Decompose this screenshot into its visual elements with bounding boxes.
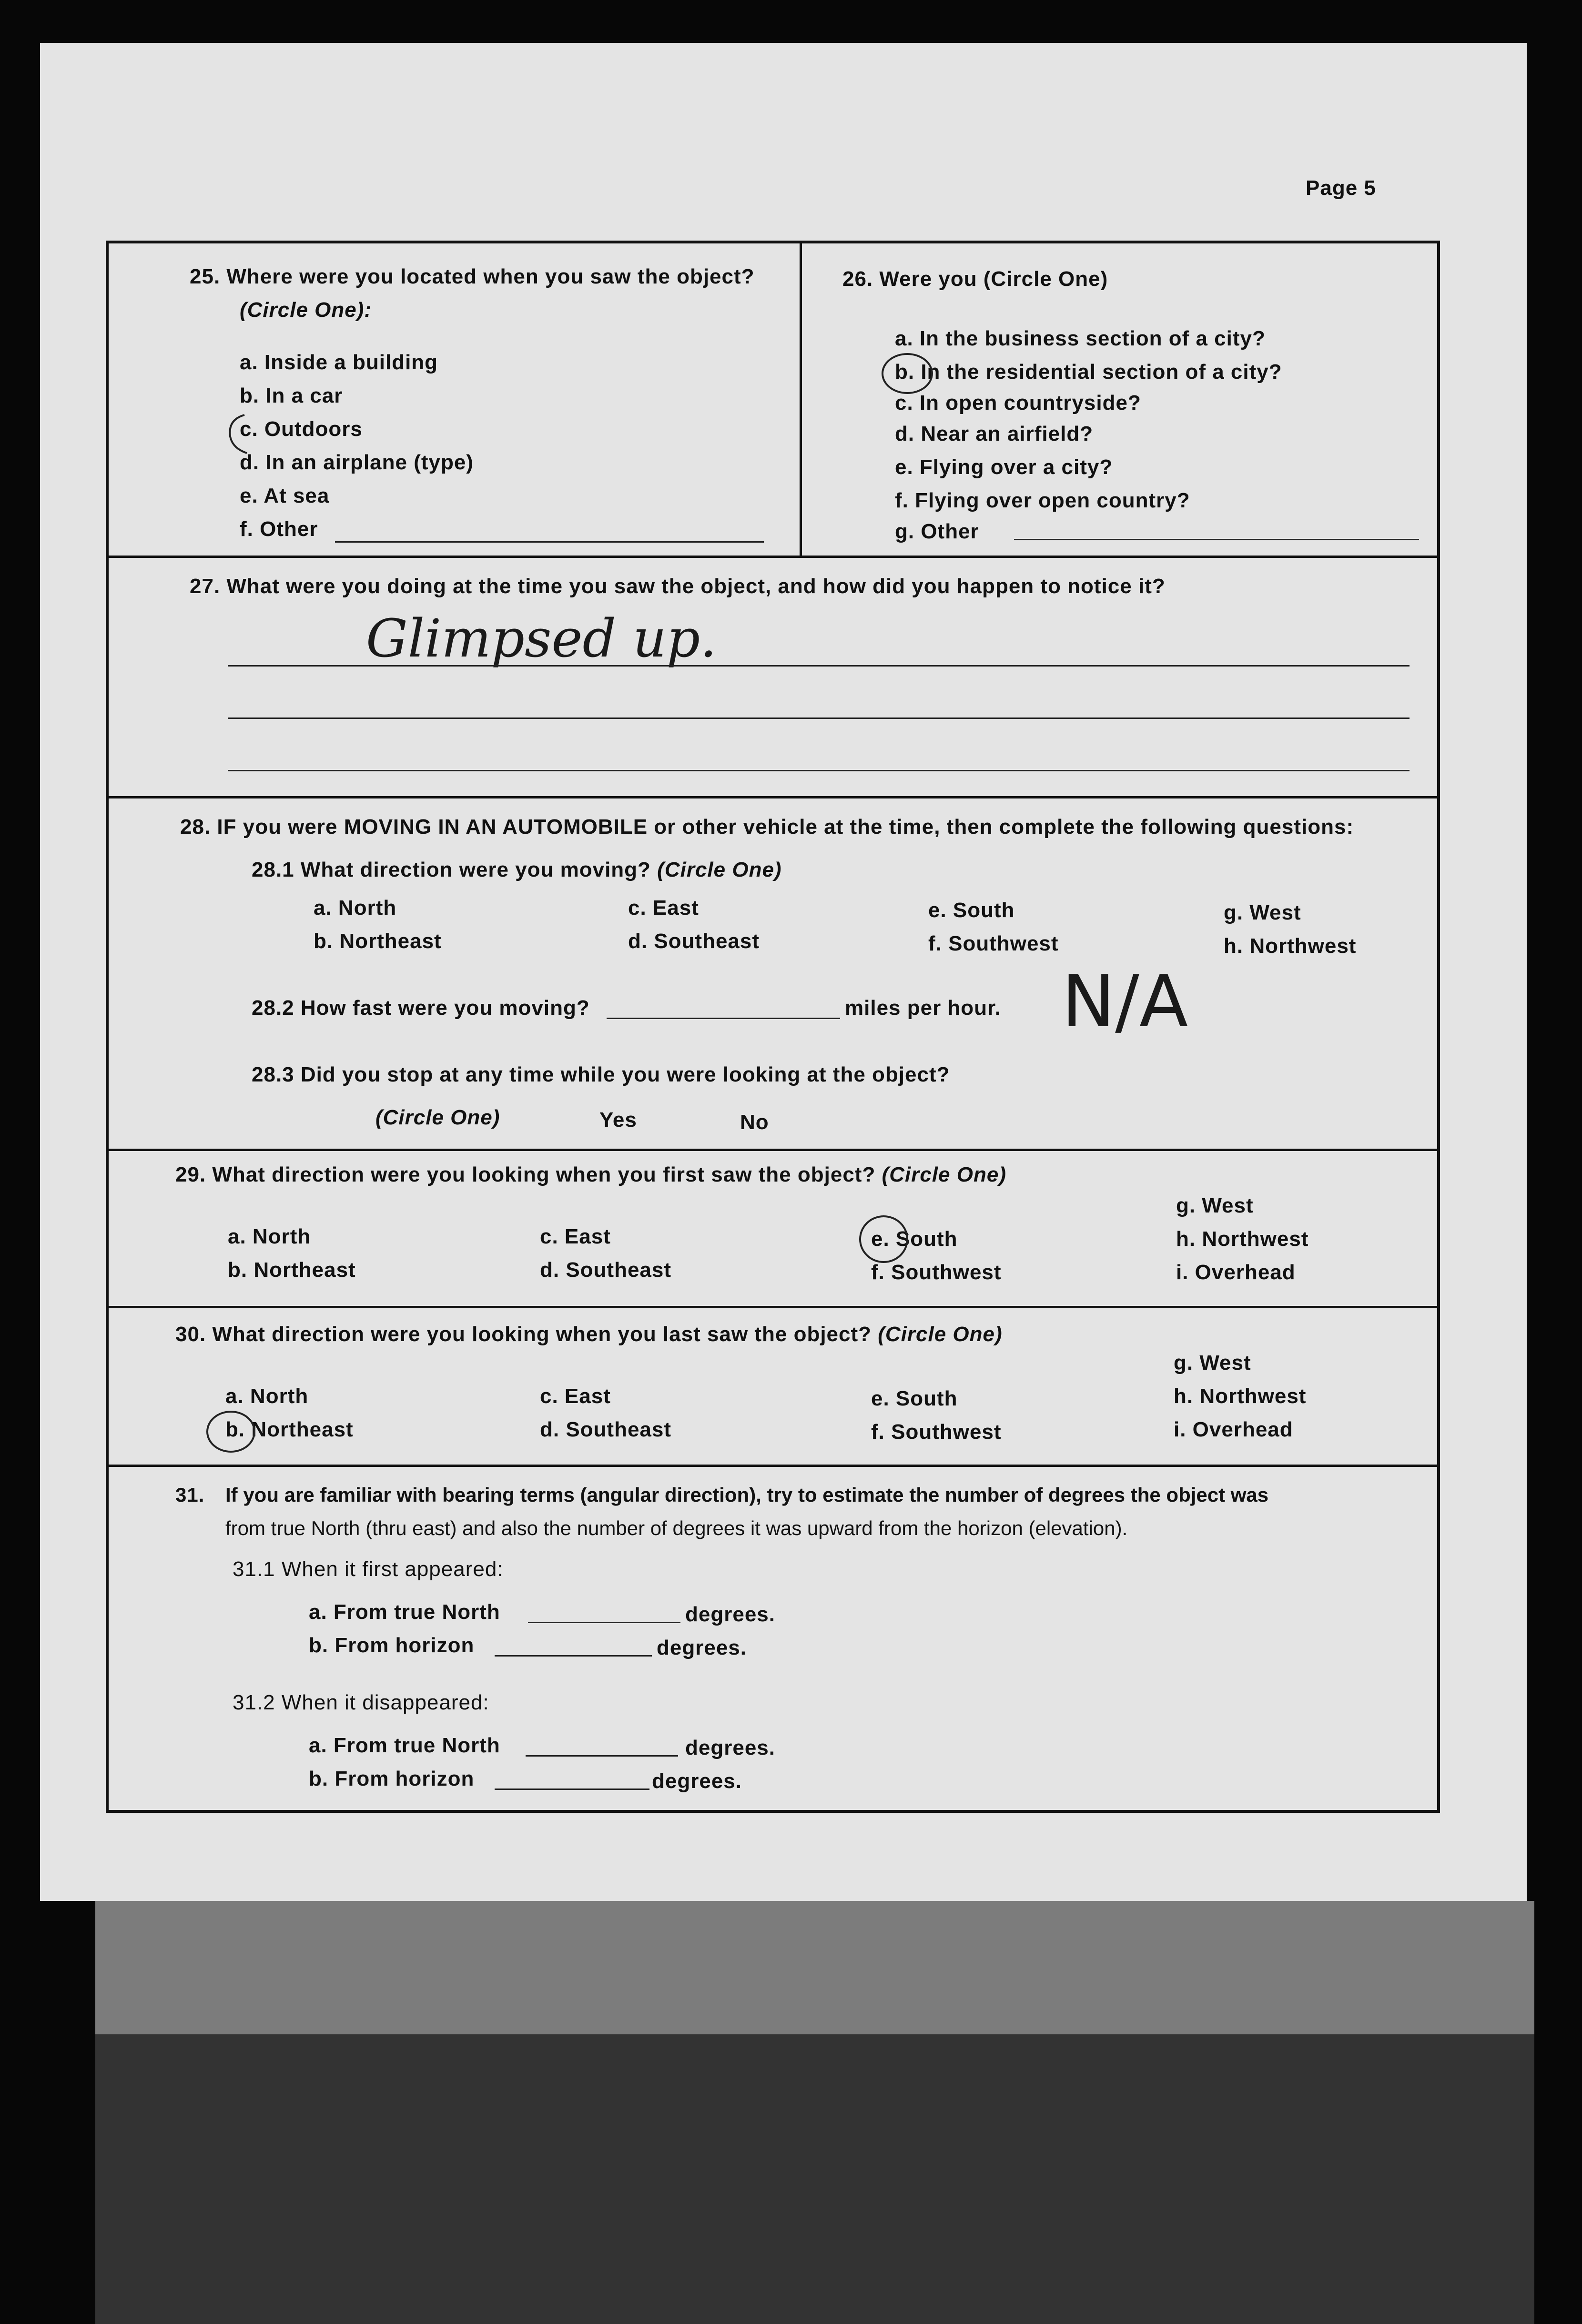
q31-line-2: from true North (thru east) and also the number of degrees it was upward from the horizon (elevation). [225, 1517, 1128, 1539]
q25-question: Where were you located when you saw the object? [226, 265, 755, 288]
q30-option-h[interactable]: h. Northwest [1174, 1384, 1307, 1408]
q25-option-b[interactable]: b. In a car [240, 384, 343, 407]
q27-answer-line-2[interactable] [228, 717, 1410, 719]
q27-answer-line-1[interactable] [228, 665, 1410, 667]
q31-2-horizon-label: b. From horizon [309, 1767, 475, 1790]
q25-other-line[interactable] [335, 541, 764, 543]
q28-1-option-b[interactable]: b. Northeast [314, 930, 442, 953]
q28-1-option-d[interactable]: d. Southeast [628, 930, 760, 953]
q25-instruction: (Circle One): [240, 298, 372, 322]
q29-option-e[interactable]: e. South [871, 1227, 958, 1251]
q29-option-i[interactable]: i. Overhead [1176, 1261, 1296, 1284]
q31-1-label: 31.1 When it first appeared: [233, 1557, 504, 1581]
q26-option-f[interactable]: f. Flying over open country? [895, 489, 1190, 512]
q29-option-c[interactable]: c. East [540, 1225, 611, 1248]
q31-1-horizon-line[interactable] [495, 1655, 652, 1657]
q30-question: What direction were you looking when you last saw the object? [212, 1323, 872, 1346]
q28-2-label: 28.2 How fast were you moving? [252, 996, 590, 1020]
q27-answer-line-3[interactable] [228, 770, 1410, 771]
q29-question: What direction were you looking when you first saw the object? [212, 1163, 876, 1186]
q31-2-label: 31.2 When it disappeared: [233, 1691, 489, 1714]
q28-1-option-f[interactable]: f. Southwest [928, 932, 1059, 955]
q31-2-north-label: a. From true North [309, 1734, 500, 1757]
q29-e-circle-mark [859, 1215, 908, 1263]
q26-question: Were you (Circle One) [879, 267, 1108, 291]
q26-option-d[interactable]: d. Near an airfield? [895, 422, 1094, 445]
q26-option-b[interactable]: b. In the residential section of a city? [895, 360, 1282, 384]
q28-1-option-h[interactable]: h. Northwest [1224, 934, 1357, 958]
q26-option-a[interactable]: a. In the business section of a city? [895, 327, 1266, 350]
q31-2-north-line[interactable] [526, 1755, 678, 1757]
q31-1-horizon-unit: degrees. [657, 1636, 747, 1659]
q27-handwritten-answer: Glimpsed up. [366, 608, 717, 669]
q25-option-e[interactable]: e. At sea [240, 484, 330, 507]
q28-1-option-a[interactable]: a. North [314, 896, 397, 919]
q30-b-circle-mark [206, 1411, 255, 1453]
q29-option-g[interactable]: g. West [1176, 1194, 1254, 1217]
q28-3-instruction: (Circle One) [375, 1106, 500, 1129]
q31-1-north-unit: degrees. [685, 1603, 775, 1626]
q31-1-horizon-label: b. From horizon [309, 1634, 475, 1657]
q31-2-north-unit: degrees. [685, 1736, 775, 1759]
divider-27-28 [109, 796, 1437, 798]
q28-question: IF you were MOVING IN AN AUTOMOBILE or other vehicle at the time, then complete the following questions: [217, 815, 1354, 839]
q28-1-label: 28.1 What direction were you moving? [252, 858, 651, 881]
q29-option-b[interactable]: b. Northeast [228, 1258, 356, 1282]
q25-option-c[interactable]: c. Outdoors [240, 417, 363, 441]
q28-3-yes[interactable]: Yes [599, 1108, 637, 1132]
q30-option-i[interactable]: i. Overhead [1174, 1418, 1293, 1441]
q30-number: 30. [175, 1323, 206, 1346]
q28-3-label: 28.3 Did you stop at any time while you were looking at the object? [252, 1063, 950, 1086]
divider-25-26 [800, 243, 802, 557]
q30-option-g[interactable]: g. West [1174, 1351, 1251, 1374]
q26-number: 26. [842, 267, 873, 291]
page-number: Page 5 [1306, 176, 1376, 200]
q31-1-north-label: a. From true North [309, 1600, 500, 1624]
q28-number: 28. [180, 815, 211, 839]
q31-1-north-line[interactable] [528, 1622, 680, 1623]
q30-option-d[interactable]: d. Southeast [540, 1418, 672, 1441]
q29-option-d[interactable]: d. Southeast [540, 1258, 672, 1282]
divider-30-31 [109, 1465, 1437, 1467]
q28-3-no[interactable]: No [740, 1111, 769, 1134]
q26-option-c[interactable]: c. In open countryside? [895, 391, 1141, 414]
q25-option-f[interactable]: f. Other [240, 517, 318, 541]
q29-option-a[interactable]: a. North [228, 1225, 311, 1248]
divider-28-29 [109, 1149, 1437, 1151]
q25-number: 25. [190, 265, 221, 288]
questionnaire-form [106, 241, 1440, 1813]
q25-option-a[interactable]: a. Inside a building [240, 351, 438, 374]
q30-instruction: (Circle One) [878, 1323, 1003, 1346]
q27-question: What were you doing at the time you saw the object, and how did you happen to notice it? [226, 575, 1166, 598]
q28-1-instruction: (Circle One) [657, 858, 782, 881]
q28-2-unit: miles per hour. [845, 996, 1001, 1020]
q26-option-g[interactable]: g. Other [895, 520, 979, 543]
q26-b-circle-mark [882, 353, 933, 394]
q30-option-e[interactable]: e. South [871, 1387, 958, 1410]
q30-option-c[interactable]: c. East [540, 1384, 611, 1408]
q29-option-h[interactable]: h. Northwest [1176, 1227, 1309, 1251]
divider-29-30 [109, 1306, 1437, 1308]
q25-option-d[interactable]: d. In an airplane (type) [240, 451, 474, 474]
q27-number: 27. [190, 575, 221, 598]
q28-2-speed-line[interactable] [607, 1018, 840, 1019]
q31-number: 31. [175, 1484, 205, 1506]
q30-option-b[interactable]: b. Northeast [225, 1418, 354, 1441]
divider-25-27 [109, 556, 1437, 558]
underlying-page [95, 1901, 1534, 2034]
q29-number: 29. [175, 1163, 206, 1186]
q26-option-e[interactable]: e. Flying over a city? [895, 455, 1113, 479]
q31-2-horizon-unit: degrees. [652, 1769, 742, 1793]
q30-option-f[interactable]: f. Southwest [871, 1420, 1002, 1444]
q31-line-1: If you are familiar with bearing terms (angular direction), try to estimate the number of degrees the object was [225, 1484, 1269, 1506]
q28-1-option-c[interactable]: c. East [628, 896, 699, 919]
q26-other-line[interactable] [1014, 539, 1419, 540]
q31-2-horizon-line[interactable] [495, 1788, 649, 1790]
q28-1-option-e[interactable]: e. South [928, 899, 1015, 922]
scan-background [95, 2034, 1534, 2324]
q28-2-handwritten-answer: N/A [1062, 960, 1188, 1043]
q29-instruction: (Circle One) [882, 1163, 1006, 1186]
q30-option-a[interactable]: a. North [225, 1384, 309, 1408]
q25-c-hand-mark [223, 410, 252, 458]
q28-1-option-g[interactable]: g. West [1224, 901, 1301, 924]
q29-option-f[interactable]: f. Southwest [871, 1261, 1002, 1284]
